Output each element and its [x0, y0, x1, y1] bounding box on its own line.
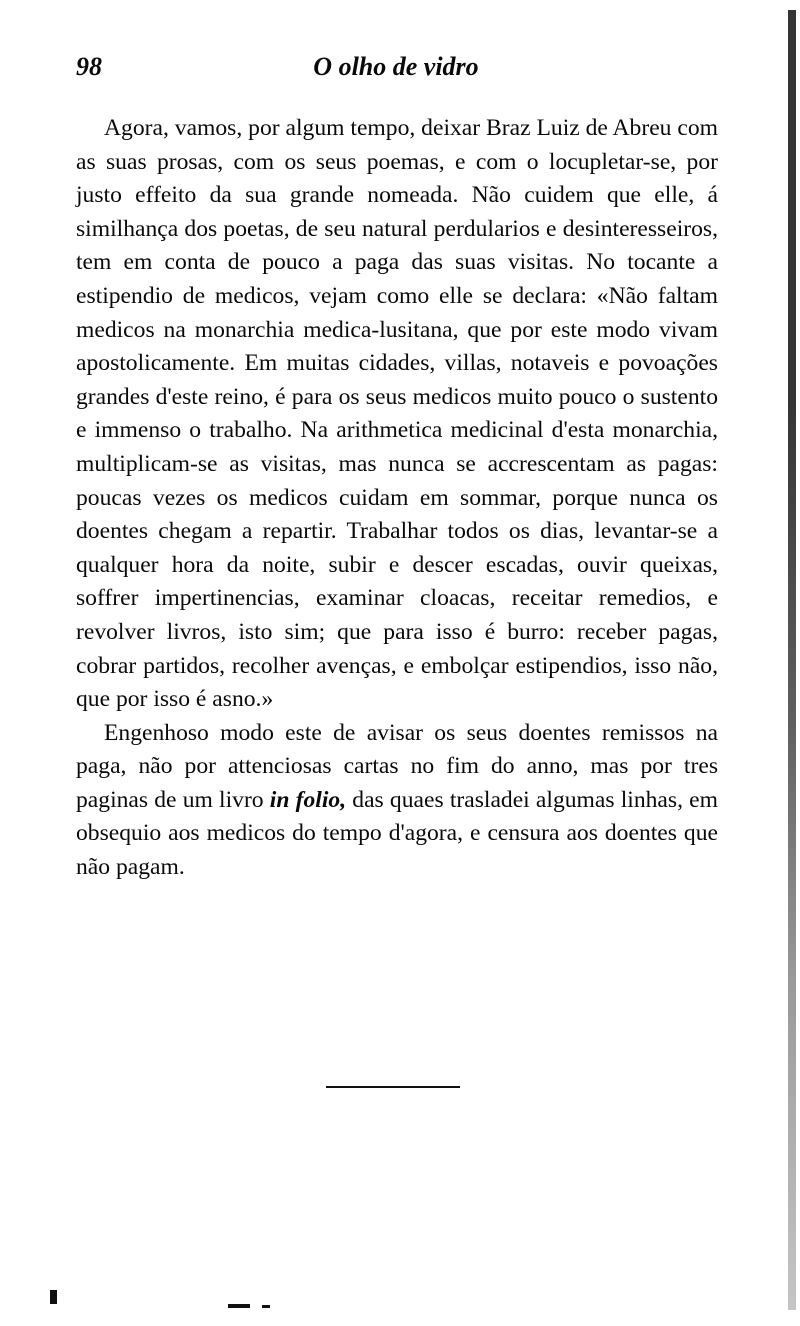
paragraph-2-text-before: Engenhoso modo este de avisar os seus doentes remissos na paga, não por attenciosas cartas no fim do anno, mas por tres paginas de um livro [76, 719, 718, 813]
paragraph-2 [76, 717, 718, 885]
body-text [76, 112, 718, 885]
page-number: 98 [76, 52, 102, 81]
paragraph-1: Agora, vamos, por algum tempo, deixar Braz Luiz de Abreu com as suas prosas, com os seus poemas, e com o locupletar-se, por justo effeito da sua grande nomeada. Não cuidem que elle, á similhança dos poetas, de seu natural perdularios e desinteresseiros, tem em conta de pouco a paga das suas visitas. No tocante a estipendio de medicos, vejam como elle se declara: «Não faltam medicos na monarchia medica-lusitana, que por este modo vivam apostolicamente. Em muitas cidades, villas, notaveis e povoações grandes d'este reino, é para os seus medicos muito pouco o sustento e immenso o trabalho. Na arithmetica medicinal d'esta monarchia, multiplicam-se as visitas, mas nunca se accrescentam as pagas: poucas vezes os medicos cuidam em sommar, porque nunca os doentes chegam a repartir. Trabalhar todos os dias, levantar-se a qualquer hora da noite, subir e descer escadas, ouvir queixas, soffrer impertinencias, examinar cloacas, receitar remedios, e revolver livros, isto sim; que para isso é burro: receber pagas, cobrar partidos, recolher avenças, e embolçar estipendios, isso não, que por isso é asno.» [76, 115, 718, 713]
running-title: O olho de vidro [313, 52, 479, 81]
end-rule-divider [326, 1086, 460, 1088]
scan-speck [50, 1290, 57, 1304]
scan-speck [228, 1304, 250, 1308]
page-header [76, 52, 716, 88]
paragraph-2-text-after: das quaes trasladei algumas linhas, em obsequio aos medicos do tempo d'agora, e censura aos doentes que não pagam. [76, 786, 718, 881]
scan-edge-shadow [788, 10, 796, 1310]
scan-speck [262, 1305, 270, 1308]
paragraph-2-emphasis: in folio, [269, 786, 347, 813]
